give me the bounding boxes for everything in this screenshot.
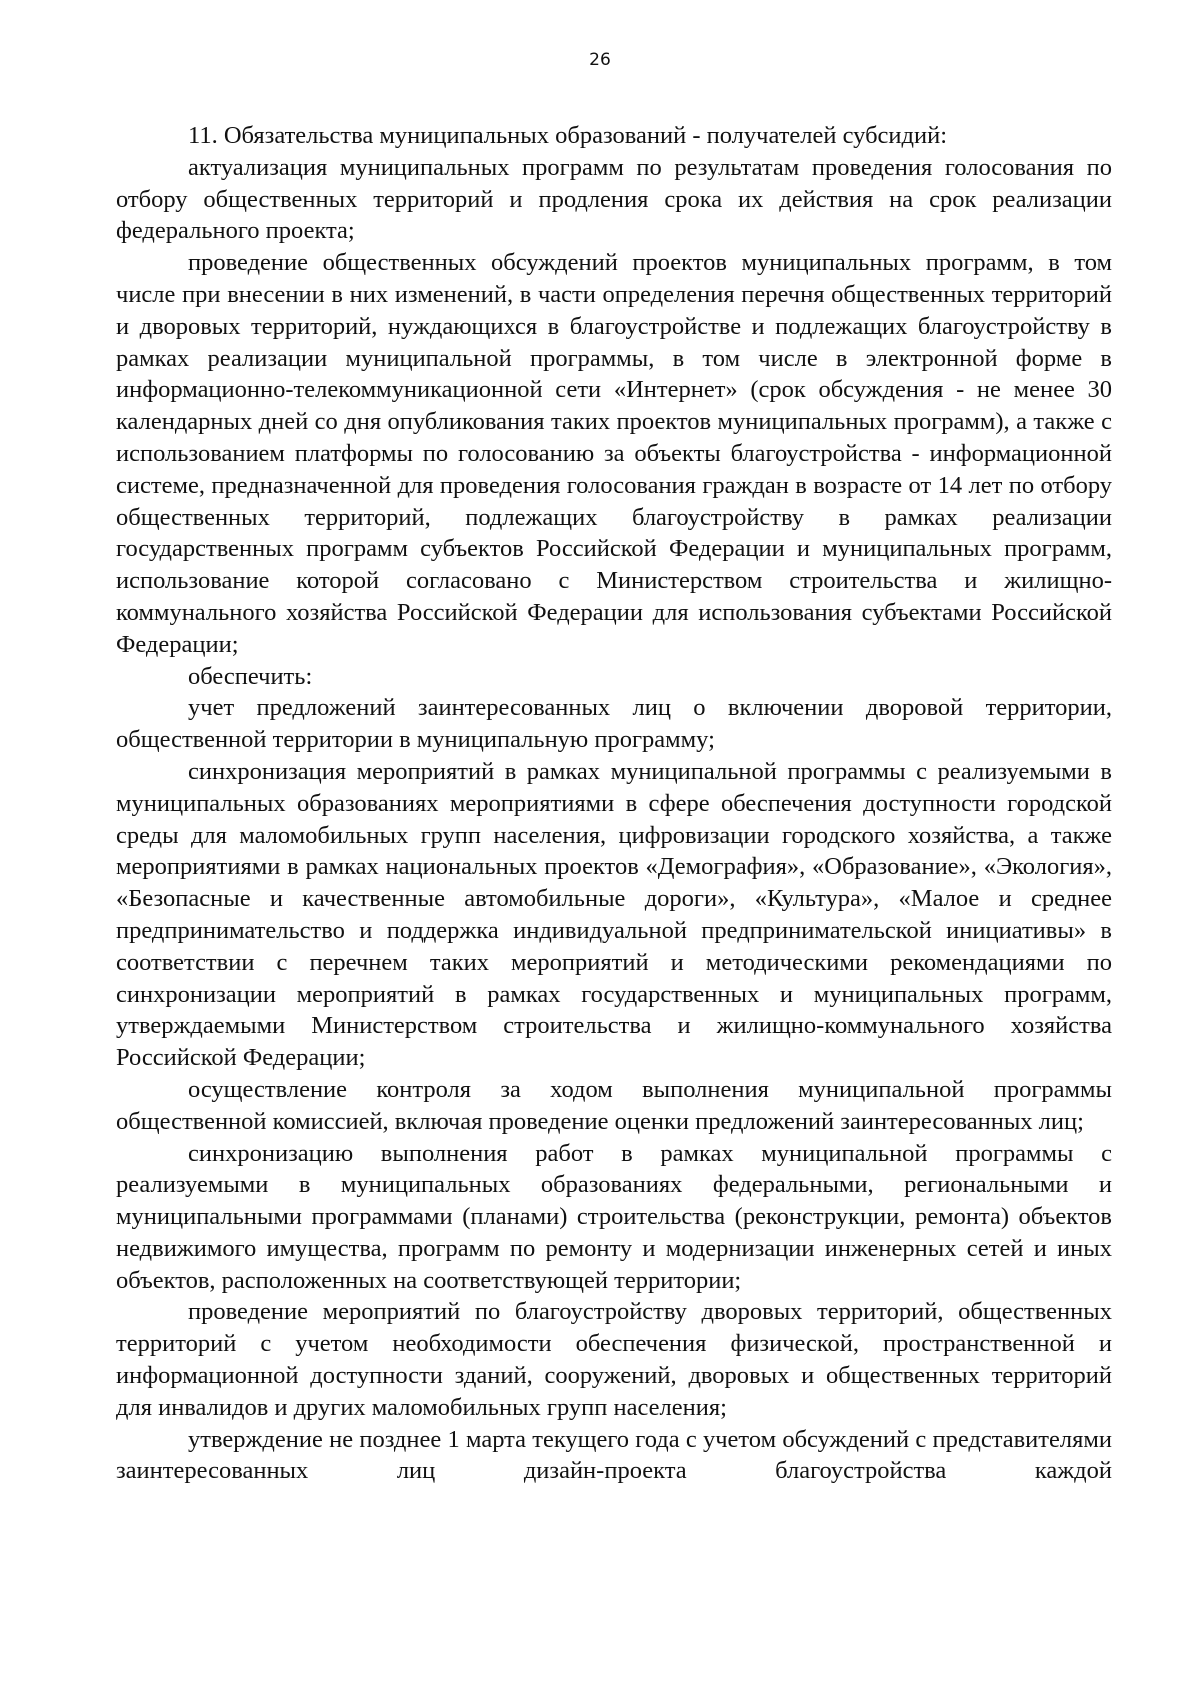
paragraph-program-update: актуализация муниципальных программ по результатам проведения голосования по отбору общественных территорий и продления срока их действия на срок реализации федерального проекта; <box>116 153 1112 245</box>
paragraph-proposals-accounting: учет предложений заинтересованных лиц о включении дворовой территории, общественной территории в муниципальную программу; <box>116 694 1112 754</box>
paragraph-obligations-heading: 11. Обязательства муниципальных образований - получателей субсидий: <box>188 122 948 149</box>
paragraph-execution-control: осуществление контроля за ходом выполнения муниципальной программы общественной комиссией, включая проведение оценки предложений заинтересованных лиц; <box>116 1075 1112 1135</box>
paragraph-measures-synchronization: синхронизация мероприятий в рамках муниципальной программы с реализуемыми в муниципальных образованиях мероприятиями в сфере обеспечения доступности городской среды для маломобильных групп населения, цифровизации городского хозяйства, а также мероприятиями в рамках национальных проектов «Демография», «Образование», «Экология», «Безопасные и качественные автомобильные дороги», «Культура», «Малое и среднее предпринимательство и поддержка индивидуальной предпринимательской инициативы» в соответствии с перечнем таких мероприятий и методическими рекомендациями по синхронизации мероприятий в рамках государственных и муниципальных программ, утверждаемыми Министерством строительства и жилищно-коммунального хозяйства Российской Федерации; <box>116 757 1112 1072</box>
paragraph-design-approval: утверждение не позднее 1 марта текущего года с учетом обсуждений с представителями заинтересованных лиц дизайн-проекта благоустройства каждой <box>116 1425 1112 1485</box>
page-number: 26 <box>589 50 611 70</box>
paragraph-accessibility-measures: проведение мероприятий по благоустройству дворовых территорий, общественных территорий с учетом необходимости обеспечения физической, пространственной и информационной доступности зданий, сооружений, дворовых и общественных территорий для инвалидов и других маломобильных групп населения; <box>116 1298 1112 1421</box>
paragraph-works-synchronization: синхронизацию выполнения работ в рамках муниципальной программы с реализуемыми в муниципальных образованиях федеральными, региональными и муниципальными программами (планами) строительства (реконструкции, ремонта) объектов недвижимого имущества, программ по ремонту и модернизации инженерных сетей и иных объектов, расположенных на соответствующей территории; <box>116 1139 1112 1294</box>
paragraph-ensure: обеспечить: <box>188 662 313 690</box>
paragraph-public-discussions: проведение общественных обсуждений проектов муниципальных программ, в том числе при внесении в них изменений, в части определения перечня общественных территорий и дворовых территорий, нуждающихся в благоустройстве и подлежащих благоустройству в рамках реализации муниципальной программы, в том числе в электронной форме в информационно-телекоммуникационной сети «Интернет» (срок обсуждения - не менее 30 календарных дней со дня опубликования таких проектов муниципальных программ), а также с использованием платформы по голосованию за объекты благоустройства - информационной системе, предназначенной для проведения голосования граждан в возрасте от 14 лет по отбору общественных территорий, подлежащих благоустройству в рамках реализации государственных программ субъектов Российской Федерации и муниципальных программ, использование которой согласовано с Министерством строительства и жилищно-коммунального хозяйства Российской Федерации для использования субъектами Российской Федерации; <box>116 249 1112 658</box>
body-text <box>116 120 1112 1487</box>
